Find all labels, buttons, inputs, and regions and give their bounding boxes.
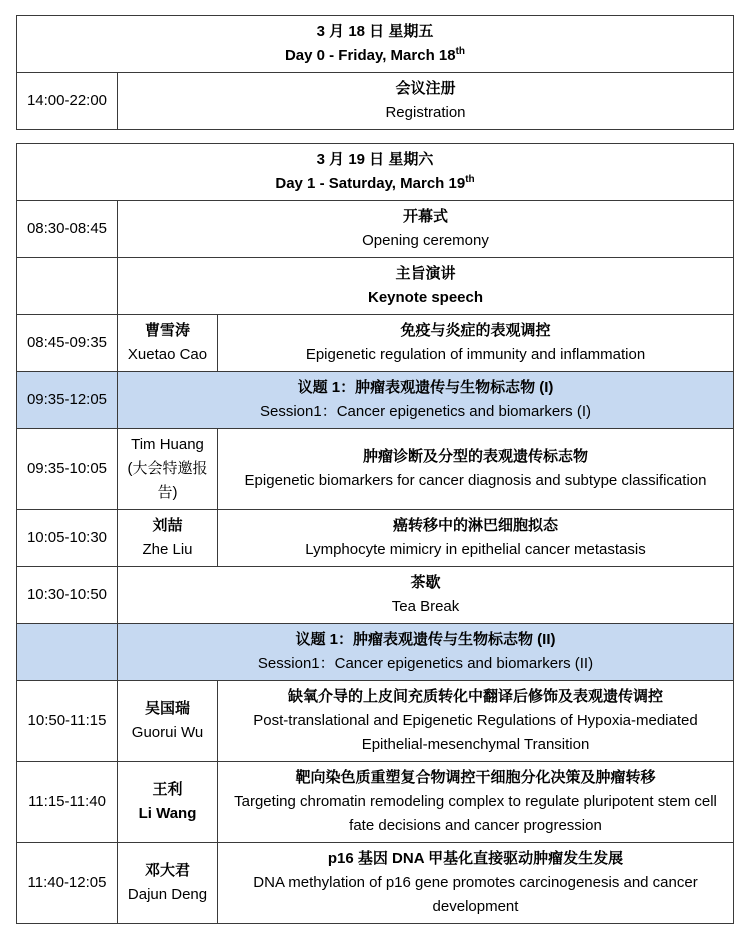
session-header-row	[17, 624, 734, 681]
time-cell: 08:30-08:45	[17, 201, 118, 258]
topic-en: Session1：Cancer epigenetics and biomarkers (II)	[257, 655, 594, 672]
topic-en: Epigenetic regulation of immunity and inflammation	[305, 346, 646, 363]
topic-zh: 靶向染色质重塑复合物调控干细胞分化决策及肿瘤转移	[295, 769, 656, 786]
topic-cell	[118, 567, 734, 624]
speaker-cell	[118, 843, 218, 924]
speaker-line1: Tim Huang	[131, 436, 204, 453]
topic-en: Targeting chromatin remodeling complex to regulate pluripotent stem cell fate decisions and cancer progression	[234, 793, 717, 834]
speaker-cell	[118, 315, 218, 372]
speaker-line2: Li Wang	[138, 805, 197, 822]
schedule-row	[17, 201, 734, 258]
day-header-row	[17, 144, 734, 201]
day-header-cell	[17, 144, 734, 201]
topic-zh: 主旨演讲	[395, 265, 456, 282]
day-title-zh: 3 月 18 日 星期五	[316, 23, 434, 40]
time-cell: 11:40-12:05	[17, 843, 118, 924]
speaker-cell	[118, 429, 218, 510]
topic-cell	[218, 681, 734, 762]
schedule-row	[17, 315, 734, 372]
day-title-en-text: Day 0 - Friday, March 18	[284, 47, 456, 64]
speaker-line2: Guorui Wu	[131, 724, 204, 741]
day-header-cell	[17, 16, 734, 73]
speaker-line1: 曹雪涛	[144, 322, 190, 339]
topic-zh: 议题 1：肿瘤表观遗传与生物标志物 (I)	[297, 379, 554, 396]
speaker-line1: 邓大君	[144, 862, 190, 879]
speaker-line2: Zhe Liu	[142, 541, 193, 558]
day-title-zh: 3 月 19 日 星期六	[316, 151, 434, 168]
schedule-row	[17, 258, 734, 315]
schedule-row	[17, 843, 734, 924]
speaker-line2: Xuetao Cao	[127, 346, 208, 363]
schedule-table-day0	[16, 15, 734, 130]
time-cell: 14:00-22:00	[17, 73, 118, 130]
topic-cell	[118, 201, 734, 258]
topic-zh: 茶歇	[410, 574, 441, 591]
topic-en: DNA methylation of p16 gene promotes carcinogenesis and cancer development	[253, 874, 698, 915]
ordinal-suffix: th	[455, 46, 466, 57]
topic-cell	[218, 315, 734, 372]
time-cell: 09:35-10:05	[17, 429, 118, 510]
topic-en: Registration	[385, 104, 466, 121]
topic-zh: 会议注册	[395, 80, 456, 97]
speaker-line1: 刘喆	[152, 517, 183, 534]
time-cell	[17, 258, 118, 315]
topic-zh: p16 基因 DNA 甲基化直接驱动肿瘤发生发展	[327, 850, 624, 867]
time-cell	[17, 624, 118, 681]
session-header-row	[17, 372, 734, 429]
time-cell: 08:45-09:35	[17, 315, 118, 372]
topic-cell	[218, 843, 734, 924]
schedule-table-day1	[16, 143, 734, 924]
time-cell: 10:50-11:15	[17, 681, 118, 762]
time-cell: 11:15-11:40	[17, 762, 118, 843]
topic-cell	[218, 510, 734, 567]
day-title-en-text: Day 1 - Saturday, March 19	[275, 175, 466, 192]
topic-en: Session1：Cancer epigenetics and biomarkers (I)	[260, 403, 591, 420]
topic-en: Lymphocyte mimicry in epithelial cancer metastasis	[305, 541, 646, 558]
topic-cell	[218, 762, 734, 843]
speaker-line2: (大会特邀报告)	[127, 460, 208, 501]
topic-en: Tea Break	[391, 598, 460, 615]
topic-zh: 肿瘤诊断及分型的表观遗传标志物	[363, 448, 589, 465]
topic-zh: 免疫与炎症的表观调控	[400, 322, 551, 339]
topic-zh: 缺氧介导的上皮间充质转化中翻译后修饰及表观遗传调控	[288, 688, 664, 705]
schedule-row	[17, 762, 734, 843]
schedule-row	[17, 73, 734, 130]
time-cell: 09:35-12:05	[17, 372, 118, 429]
time-cell: 10:05-10:30	[17, 510, 118, 567]
session-title-cell	[118, 624, 734, 681]
topic-en: Epigenetic biomarkers for cancer diagnosis and subtype classification	[244, 472, 707, 489]
speaker-line1: 王利	[152, 781, 183, 798]
session-title-cell	[118, 372, 734, 429]
schedule-row	[17, 567, 734, 624]
topic-cell	[118, 73, 734, 130]
speaker-cell	[118, 510, 218, 567]
topic-en: Post-translational and Epigenetic Regulations of Hypoxia-mediated Epithelial-mesenchymal Transition	[253, 712, 698, 753]
topic-en: Opening ceremony	[362, 232, 489, 249]
time-cell: 10:30-10:50	[17, 567, 118, 624]
schedule-row	[17, 681, 734, 762]
speaker-line2: Dajun Deng	[127, 886, 208, 903]
ordinal-suffix: th	[465, 174, 475, 185]
topic-zh: 开幕式	[403, 208, 449, 225]
topic-zh: 癌转移中的淋巴细胞拟态	[393, 517, 559, 534]
day-header-row	[17, 16, 734, 73]
schedule-row	[17, 429, 734, 510]
topic-cell	[218, 429, 734, 510]
day-title-en	[23, 44, 727, 68]
speaker-cell	[118, 762, 218, 843]
topic-zh: 议题 1：肿瘤表观遗传与生物标志物 (II)	[295, 631, 556, 648]
topic-cell	[118, 258, 734, 315]
speaker-line1: 吴国瑞	[144, 700, 190, 717]
topic-en: Keynote speech	[367, 289, 484, 306]
schedule-row	[17, 510, 734, 567]
day-title-en	[23, 172, 727, 196]
speaker-cell	[118, 681, 218, 762]
